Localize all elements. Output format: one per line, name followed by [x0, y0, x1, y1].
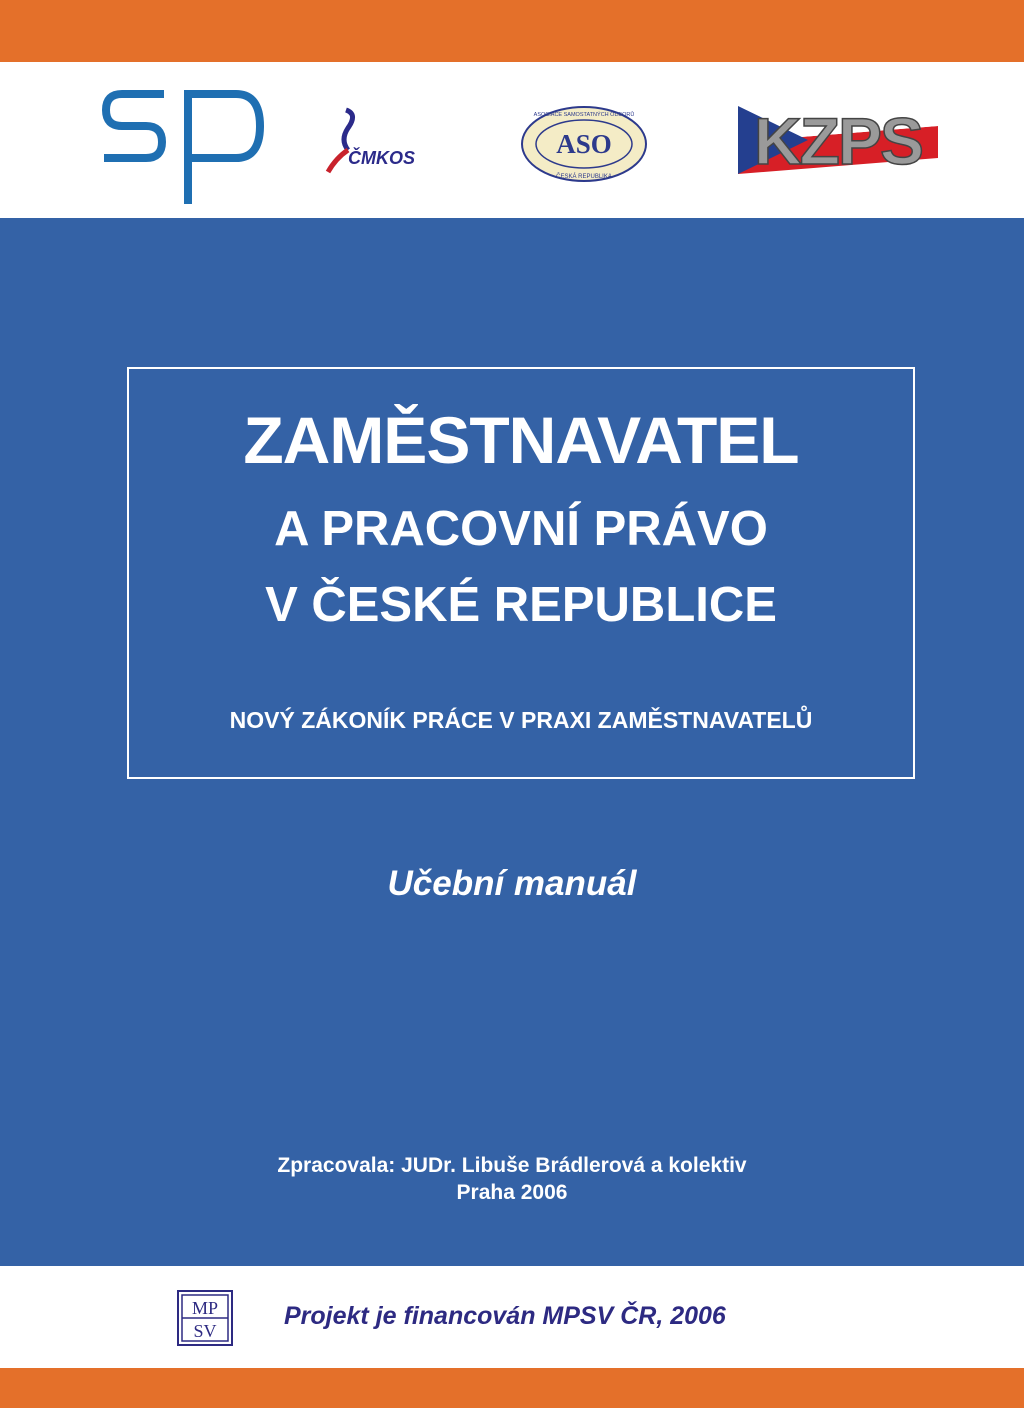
mpsv-logo	[177, 1290, 233, 1346]
cmkos-logo	[318, 106, 443, 178]
cmkos-logo-text: ČMKOS	[348, 148, 415, 168]
bottom-orange-band	[0, 1368, 1024, 1408]
aso-logo	[519, 104, 649, 184]
aso-ring-top-text: ASOCIACE SAMOSTATNÝCH ODBORŮ	[533, 112, 635, 118]
cover-panel	[0, 218, 1024, 1266]
sp-logo	[100, 82, 270, 204]
tagline: NOVÝ ZÁKONÍK PRÁCE V PRAXI ZAMĚSTNAVATELŮ	[229, 707, 813, 733]
credits	[0, 1152, 1024, 1206]
logo-strip	[0, 62, 1024, 218]
author-line: Zpracovala: JUDr. Libuše Brádlerová a kolektiv	[277, 1154, 747, 1177]
place-year-line: Praha 2006	[456, 1181, 568, 1204]
aso-logo-text: ASO	[556, 129, 612, 159]
svg-text:SV: SV	[193, 1321, 217, 1341]
svg-text:MP: MP	[191, 1298, 219, 1318]
kzps-logo-text: KZPS	[753, 106, 923, 174]
funding-note: Projekt je financován MPSV ČR, 2006	[284, 1302, 726, 1330]
title-line-1: ZAMĚSTNAVATEL	[243, 403, 799, 477]
subtitle: Učební manuál	[387, 864, 637, 903]
title-box	[127, 367, 915, 779]
kzps-logo	[738, 106, 938, 174]
title-line-3: V ČESKÉ REPUBLICE	[265, 578, 777, 632]
title-line-2: A PRACOVNÍ PRÁVO	[274, 502, 768, 556]
aso-ring-bottom-text: ČESKÁ REPUBLIKA	[556, 174, 612, 180]
top-orange-band	[0, 0, 1024, 62]
